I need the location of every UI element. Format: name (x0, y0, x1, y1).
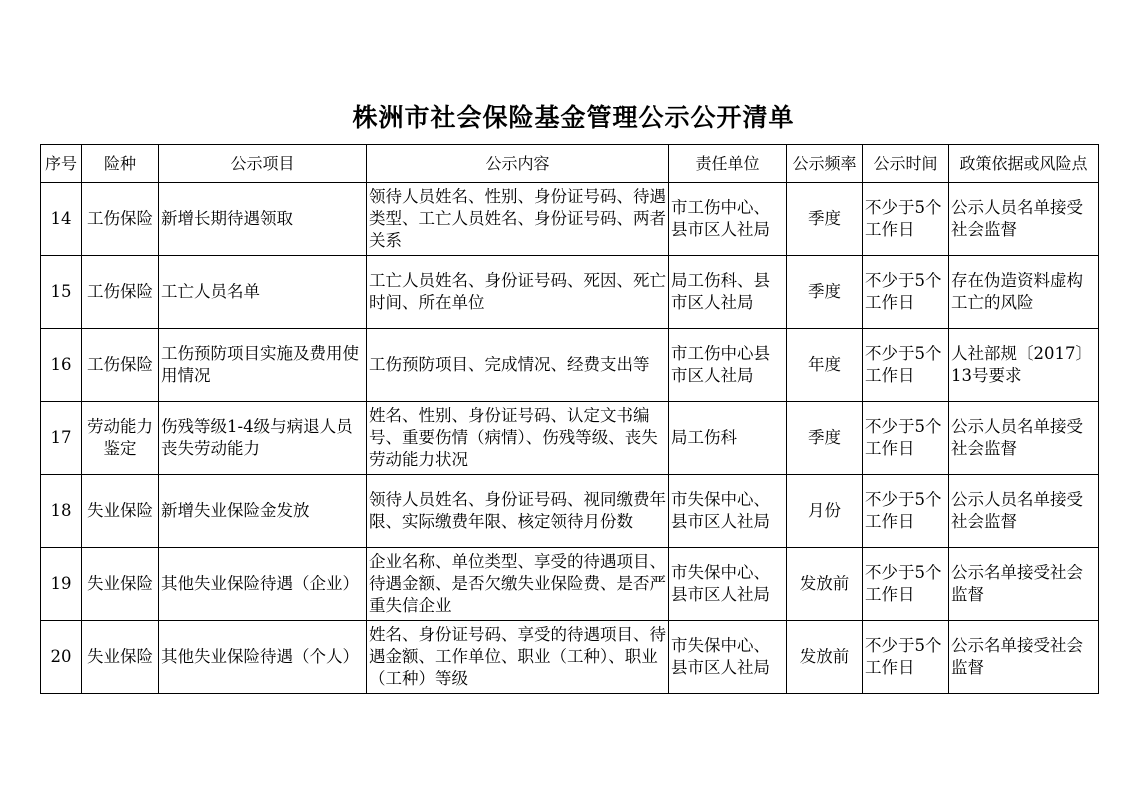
cell-time: 不少于5个工作日 (863, 548, 949, 621)
table-row (41, 329, 1099, 402)
cell-no: 19 (41, 548, 82, 621)
cell-responsible-unit: 局工伤科 (669, 402, 787, 475)
cell-content: 企业名称、单位类型、享受的待遇项目、待遇金额、是否欠缴失业保险费、是否严重失信企业 (367, 548, 669, 621)
cell-responsible-unit: 市工伤中心县市区人社局 (669, 329, 787, 402)
cell-insurance-type: 失业保险 (82, 548, 159, 621)
cell-no: 14 (41, 183, 82, 256)
cell-frequency: 季度 (787, 402, 863, 475)
cell-basis: 公示名单接受社会监督 (949, 621, 1099, 694)
cell-responsible-unit: 局工伤科、县市区人社局 (669, 256, 787, 329)
cell-basis: 人社部规〔2017〕13号要求 (949, 329, 1099, 402)
header-item: 公示项目 (159, 145, 367, 183)
table-row (41, 475, 1099, 548)
cell-time: 不少于5个工作日 (863, 256, 949, 329)
cell-item: 伤残等级1-4级与病退人员丧失劳动能力 (159, 402, 367, 475)
cell-responsible-unit: 市失保中心、县市区人社局 (669, 548, 787, 621)
header-responsible-unit: 责任单位 (669, 145, 787, 183)
table-row (41, 548, 1099, 621)
cell-insurance-type: 失业保险 (82, 475, 159, 548)
cell-item: 新增长期待遇领取 (159, 183, 367, 256)
cell-item: 其他失业保险待遇（个人） (159, 621, 367, 694)
cell-frequency: 季度 (787, 256, 863, 329)
header-frequency: 公示频率 (787, 145, 863, 183)
cell-responsible-unit: 市失保中心、县市区人社局 (669, 475, 787, 548)
cell-time: 不少于5个工作日 (863, 183, 949, 256)
table-row (41, 183, 1099, 256)
cell-item: 其他失业保险待遇（企业） (159, 548, 367, 621)
cell-no: 18 (41, 475, 82, 548)
cell-content: 领待人员姓名、身份证号码、视同缴费年限、实际缴费年限、核定领待月份数 (367, 475, 669, 548)
cell-content: 姓名、身份证号码、享受的待遇项目、待遇金额、工作单位、职业（工种）、职业（工种）等级 (367, 621, 669, 694)
cell-no: 17 (41, 402, 82, 475)
cell-no: 15 (41, 256, 82, 329)
cell-responsible-unit: 市工伤中心、县市区人社局 (669, 183, 787, 256)
cell-item: 工亡人员名单 (159, 256, 367, 329)
disclosure-table (40, 144, 1099, 694)
header-content: 公示内容 (367, 145, 669, 183)
table-row (41, 402, 1099, 475)
document-title: 株洲市社会保险基金管理公示公开清单 (352, 103, 795, 132)
cell-responsible-unit: 市失保中心、县市区人社局 (669, 621, 787, 694)
cell-basis: 公示人员名单接受社会监督 (949, 402, 1099, 475)
cell-insurance-type: 失业保险 (82, 621, 159, 694)
table-row (41, 621, 1099, 694)
cell-time: 不少于5个工作日 (863, 329, 949, 402)
cell-no: 16 (41, 329, 82, 402)
cell-item: 工伤预防项目实施及费用使用情况 (159, 329, 367, 402)
header-insurance-type: 险种 (82, 145, 159, 183)
cell-frequency: 季度 (787, 183, 863, 256)
cell-basis: 公示人员名单接受社会监督 (949, 475, 1099, 548)
cell-content: 姓名、性别、身份证号码、认定文书编号、重要伤情（病情）、伤残等级、丧失劳动能力状况 (367, 402, 669, 475)
header-time: 公示时间 (863, 145, 949, 183)
cell-frequency: 年度 (787, 329, 863, 402)
cell-time: 不少于5个工作日 (863, 621, 949, 694)
cell-basis: 公示人员名单接受社会监督 (949, 183, 1099, 256)
cell-insurance-type: 工伤保险 (82, 329, 159, 402)
header-basis: 政策依据或风险点 (949, 145, 1099, 183)
cell-no: 20 (41, 621, 82, 694)
table-header-row (41, 145, 1099, 183)
cell-insurance-type: 劳动能力鉴定 (82, 402, 159, 475)
cell-insurance-type: 工伤保险 (82, 183, 159, 256)
cell-frequency: 月份 (787, 475, 863, 548)
cell-frequency: 发放前 (787, 548, 863, 621)
cell-basis: 存在伪造资料虚构工亡的风险 (949, 256, 1099, 329)
header-no: 序号 (41, 145, 82, 183)
cell-content: 领待人员姓名、性别、身份证号码、待遇类型、工亡人员姓名、身份证号码、两者关系 (367, 183, 669, 256)
cell-content: 工亡人员姓名、身份证号码、死因、死亡时间、所在单位 (367, 256, 669, 329)
cell-basis: 公示名单接受社会监督 (949, 548, 1099, 621)
cell-insurance-type: 工伤保险 (82, 256, 159, 329)
cell-time: 不少于5个工作日 (863, 475, 949, 548)
cell-time: 不少于5个工作日 (863, 402, 949, 475)
cell-item: 新增失业保险金发放 (159, 475, 367, 548)
table-row (41, 256, 1099, 329)
cell-frequency: 发放前 (787, 621, 863, 694)
cell-content: 工伤预防项目、完成情况、经费支出等 (367, 329, 669, 402)
